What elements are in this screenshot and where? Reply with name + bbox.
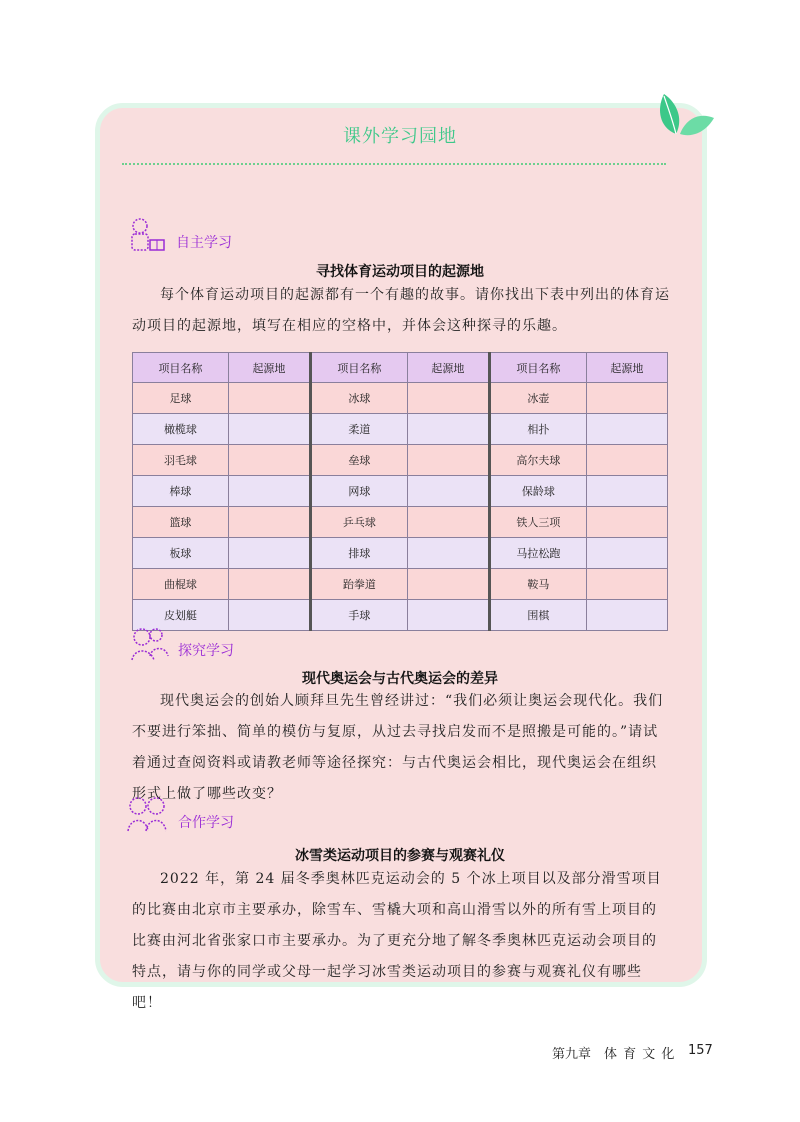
table-header-row bbox=[133, 353, 668, 383]
origin-cell[interactable] bbox=[586, 445, 667, 476]
chapter-label: 第九章 bbox=[552, 1047, 592, 1062]
origin-cell[interactable] bbox=[407, 383, 489, 414]
table-row bbox=[133, 476, 668, 507]
origin-cell[interactable] bbox=[407, 600, 489, 631]
origin-cell[interactable] bbox=[228, 383, 310, 414]
origin-cell[interactable] bbox=[228, 600, 310, 631]
origin-cell[interactable] bbox=[407, 476, 489, 507]
origin-cell[interactable] bbox=[407, 445, 489, 476]
origin-cell[interactable] bbox=[586, 600, 667, 631]
table-header: 起源地 bbox=[228, 353, 310, 383]
origin-cell[interactable] bbox=[586, 476, 667, 507]
sport-cell: 保龄球 bbox=[489, 476, 586, 507]
origin-cell[interactable] bbox=[586, 538, 667, 569]
table-row bbox=[133, 445, 668, 476]
origin-table bbox=[132, 352, 668, 631]
table-header: 项目名称 bbox=[489, 353, 586, 383]
self-study-text: 每个体育运动项目的起源都有一个有趣的故事。请你找出下表中列出的体育运动项目的起源地，填写在相应的空格中，并体会这种探寻的乐趣。 bbox=[132, 287, 670, 334]
sport-cell: 足球 bbox=[133, 383, 229, 414]
origin-cell[interactable] bbox=[586, 383, 667, 414]
origin-cell[interactable] bbox=[586, 507, 667, 538]
inquiry-heading: 现代奥运会与古代奥运会的差异 bbox=[302, 671, 498, 687]
origin-cell[interactable] bbox=[228, 445, 310, 476]
sport-cell: 铁人三项 bbox=[489, 507, 586, 538]
sport-cell: 皮划艇 bbox=[133, 600, 229, 631]
sport-cell: 相扑 bbox=[489, 414, 586, 445]
sport-cell: 网球 bbox=[310, 476, 407, 507]
sport-cell: 排球 bbox=[310, 538, 407, 569]
title-divider bbox=[122, 163, 666, 165]
panel-title: 课外学习园地 bbox=[343, 126, 457, 147]
origin-cell[interactable] bbox=[586, 569, 667, 600]
origin-cell[interactable] bbox=[407, 507, 489, 538]
origin-cell[interactable] bbox=[228, 476, 310, 507]
sport-cell: 跆拳道 bbox=[310, 569, 407, 600]
sport-cell: 围棋 bbox=[489, 600, 586, 631]
table-header: 项目名称 bbox=[310, 353, 407, 383]
origin-cell[interactable] bbox=[228, 414, 310, 445]
sport-cell: 手球 bbox=[310, 600, 407, 631]
origin-cell[interactable] bbox=[228, 538, 310, 569]
inquiry-label: 探究学习 bbox=[178, 643, 234, 659]
table-header: 起源地 bbox=[586, 353, 667, 383]
sport-cell: 垒球 bbox=[310, 445, 407, 476]
origin-cell[interactable] bbox=[586, 414, 667, 445]
cooperation-heading: 冰雪类运动项目的参赛与观赛礼仪 bbox=[295, 848, 505, 864]
sport-cell: 曲棍球 bbox=[133, 569, 229, 600]
sport-cell: 冰壶 bbox=[489, 383, 586, 414]
inquiry-text: 现代奥运会的创始人顾拜旦先生曾经讲过：“我们必须让奥运会现代化。我们不要进行笨拙、简单的模仿与复原，从过去寻找启发而不是照搬是可能的。”请试着通过查阅资料或请教老师等途径探究：与古代奥运会相比，现代奥运会在组织形式上做了哪些改变？ bbox=[132, 693, 664, 802]
cooperation-label: 合作学习 bbox=[178, 815, 234, 831]
table-row bbox=[133, 383, 668, 414]
table-row bbox=[133, 569, 668, 600]
self-study-heading: 寻找体育运动项目的起源地 bbox=[316, 264, 484, 280]
origin-cell[interactable] bbox=[228, 569, 310, 600]
origin-cell[interactable] bbox=[407, 414, 489, 445]
sport-cell: 羽毛球 bbox=[133, 445, 229, 476]
table-row bbox=[133, 507, 668, 538]
origin-cell[interactable] bbox=[407, 569, 489, 600]
sport-cell: 棒球 bbox=[133, 476, 229, 507]
self-study-icon bbox=[126, 216, 168, 254]
sport-cell: 橄榄球 bbox=[133, 414, 229, 445]
self-study-label: 自主学习 bbox=[176, 235, 232, 251]
sport-cell: 乒乓球 bbox=[310, 507, 407, 538]
origin-cell[interactable] bbox=[228, 507, 310, 538]
chapter-title: 体 育 文 化 bbox=[604, 1047, 676, 1062]
inquiry-icon bbox=[128, 626, 170, 664]
sport-cell: 鞍马 bbox=[489, 569, 586, 600]
table-header: 项目名称 bbox=[133, 353, 229, 383]
sport-cell: 高尔夫球 bbox=[489, 445, 586, 476]
page-number: 157 bbox=[688, 1043, 713, 1058]
table-header: 起源地 bbox=[407, 353, 489, 383]
cooperation-icon bbox=[126, 795, 168, 833]
sport-cell: 马拉松跑 bbox=[489, 538, 586, 569]
sport-cell: 柔道 bbox=[310, 414, 407, 445]
sport-cell: 冰球 bbox=[310, 383, 407, 414]
cooperation-text: 2022 年，第 24 届冬季奥林匹克运动会的 5 个冰上项目以及部分滑雪项目的比赛由北京市主要承办，除雪车、雪橇大项和高山滑雪以外的所有雪上项目的比赛由河北省张家口市主要承办。为了更充分地了解冬季奥林匹克运动会项目的特点，请与你的同学或父母一起学习冰雪类运动项目的参赛与观赛礼仪有哪些吧！ bbox=[132, 871, 662, 1011]
origin-cell[interactable] bbox=[407, 538, 489, 569]
table-row bbox=[133, 538, 668, 569]
table-row bbox=[133, 600, 668, 631]
sport-cell: 板球 bbox=[133, 538, 229, 569]
sport-cell: 篮球 bbox=[133, 507, 229, 538]
table-row bbox=[133, 414, 668, 445]
